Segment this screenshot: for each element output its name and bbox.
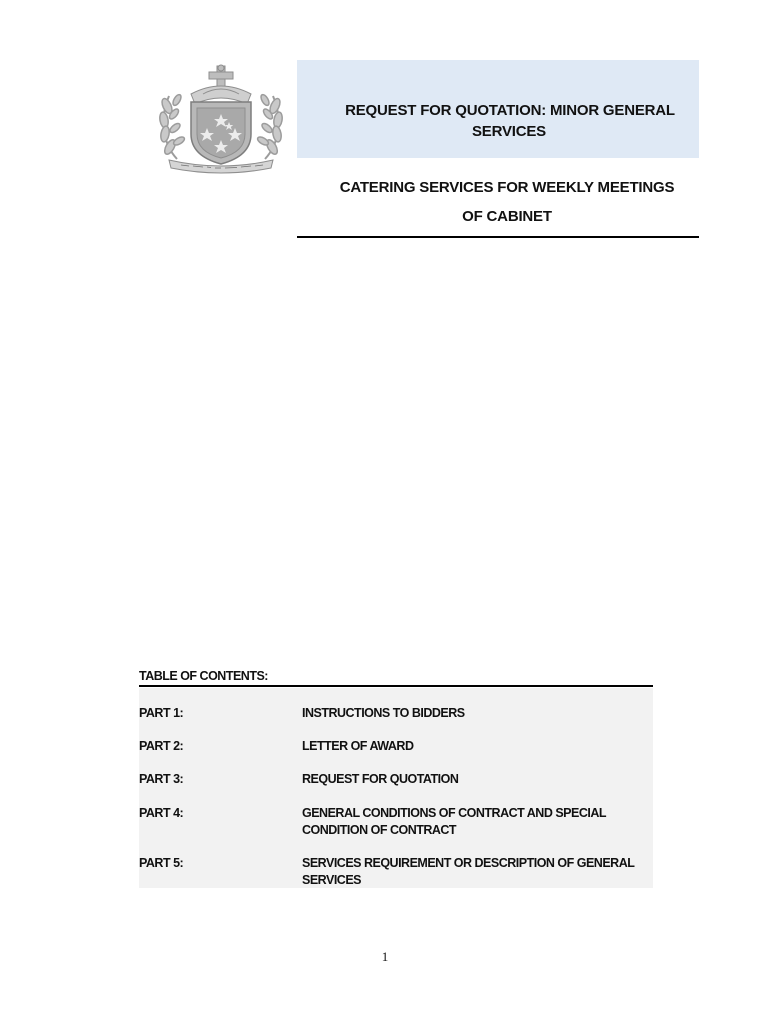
- toc-item-title: GENERAL CONDITIONS OF CONTRACT AND SPECIAL CONDITION OF CONTRACT: [302, 806, 606, 837]
- toc-item-title: LETTER OF AWARD: [302, 739, 414, 753]
- coat-of-arms-emblem: [155, 64, 287, 176]
- toc-item-part: PART 2:: [139, 739, 184, 753]
- toc-item-title: INSTRUCTIONS TO BIDDERS: [302, 706, 465, 720]
- toc-item-part: PART 1:: [139, 706, 184, 720]
- page-number: 1: [381, 949, 389, 964]
- toc-divider: [139, 685, 653, 687]
- document-subtitle: [297, 173, 717, 231]
- coat-of-arms-icon: [155, 64, 287, 176]
- document-subtitle-line1: CATERING SERVICES FOR WEEKLY MEETINGS: [339, 179, 675, 196]
- title-divider: [297, 236, 699, 238]
- document-title-line2: SERVICES: [472, 123, 546, 140]
- toc-list: [139, 688, 653, 888]
- toc-item-part: PART 4:: [139, 806, 184, 820]
- toc-heading: TABLE OF CONTENTS:: [139, 669, 268, 683]
- toc-item-title: SERVICES REQUIREMENT OR DESCRIPTION OF GENERAL SERVICES: [302, 856, 635, 887]
- toc-item-part: PART 3:: [139, 772, 184, 786]
- toc-item-title: REQUEST FOR QUOTATION: [302, 772, 459, 786]
- document-title-line1: REQUEST FOR QUOTATION: MINOR GENERAL: [345, 102, 675, 119]
- title-box: [297, 60, 699, 158]
- document-subtitle-line2: OF CABINET: [462, 208, 552, 225]
- toc-item-part: PART 5:: [139, 856, 184, 870]
- document-title: [297, 100, 699, 142]
